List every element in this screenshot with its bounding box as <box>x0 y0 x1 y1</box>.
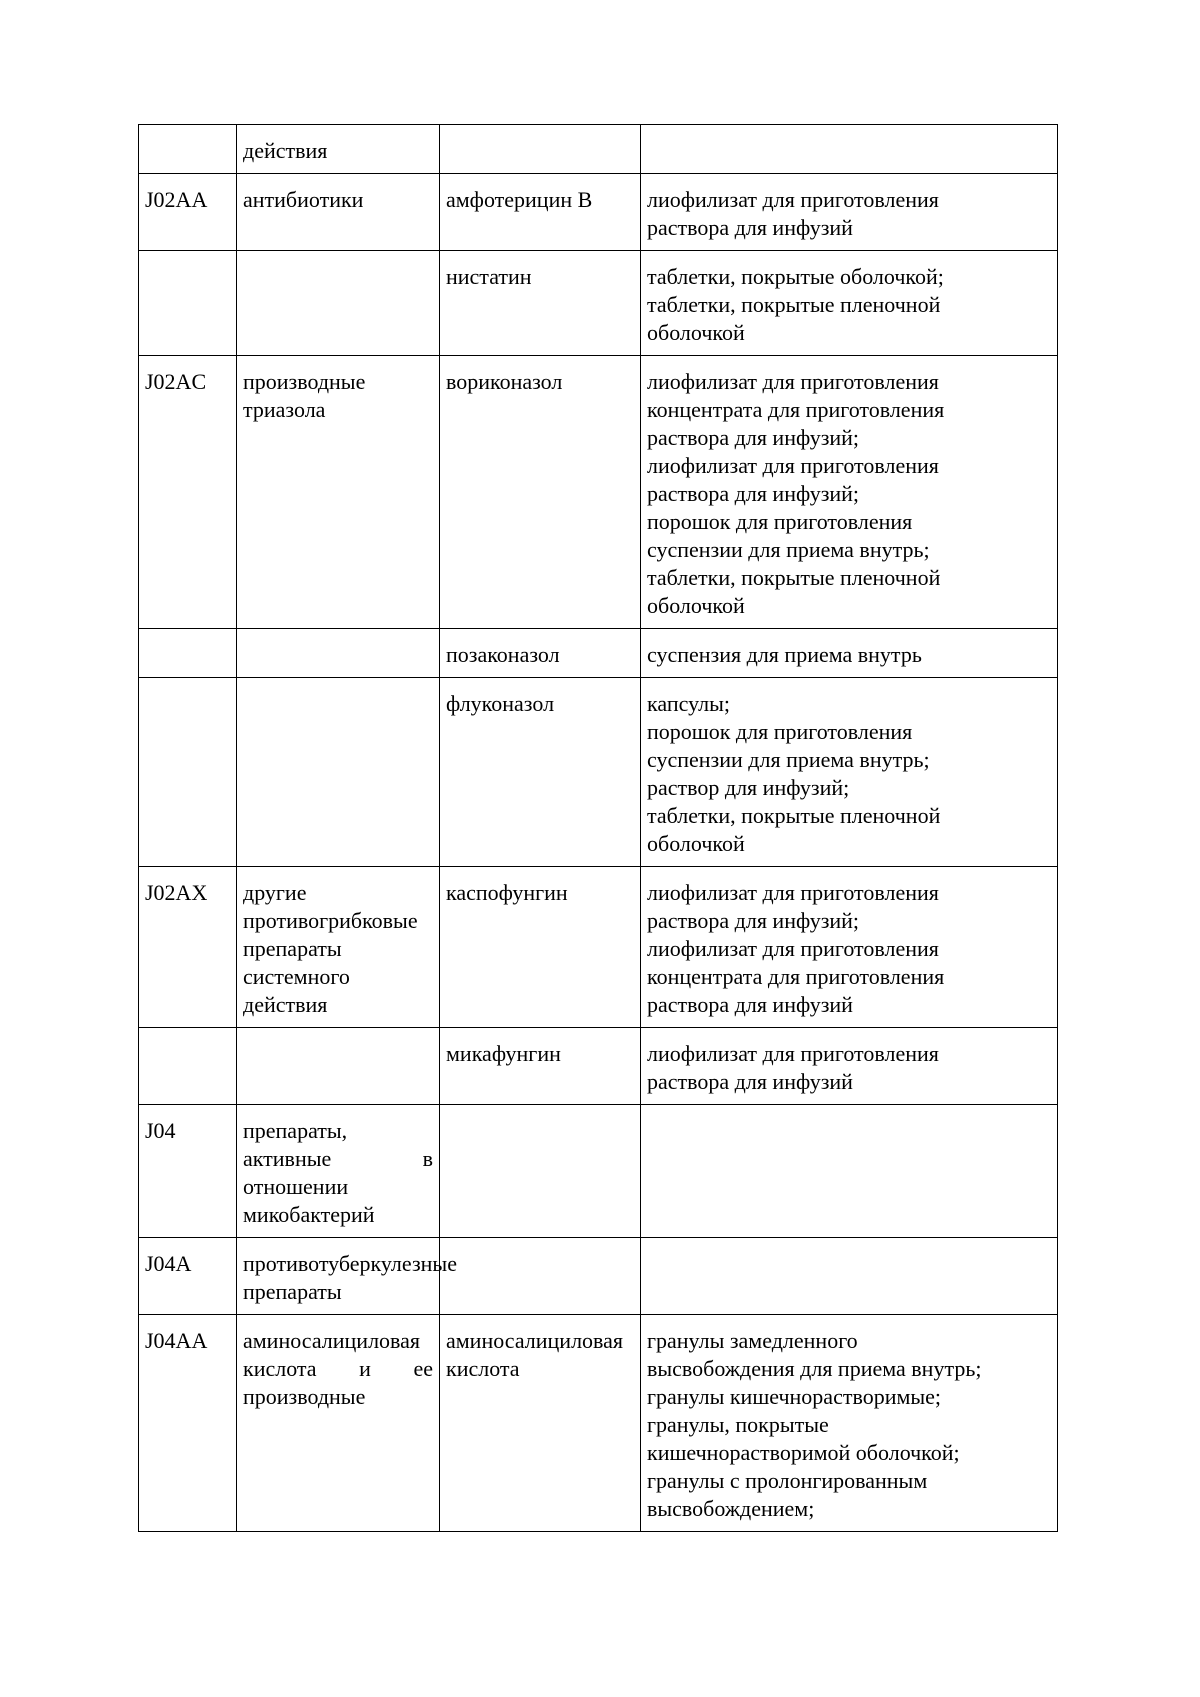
dosage-form-line: кишечнорастворимой оболочкой; <box>647 1440 960 1465</box>
dosage-form-line: раствора для инфузий; <box>647 425 860 450</box>
cell-atc-code: J04AA <box>139 1315 237 1532</box>
table-body <box>139 125 1058 1532</box>
table-row <box>139 629 1058 678</box>
cell-substance <box>440 1105 641 1238</box>
cell-substance: аминосалициловая кислота <box>440 1315 641 1532</box>
table-row <box>139 356 1058 629</box>
cell-atc-code <box>139 125 237 174</box>
table-row <box>139 867 1058 1028</box>
cell-substance <box>440 1238 641 1315</box>
cell-substance <box>440 125 641 174</box>
cell-atc-code: J04 <box>139 1105 237 1238</box>
dosage-form-line: гранулы с пролонгированным <box>647 1468 928 1493</box>
cell-atc-code <box>139 251 237 356</box>
table-row <box>139 1105 1058 1238</box>
cell-atc-code <box>139 1028 237 1105</box>
dosage-form-line: раствор для инфузий; <box>647 775 850 800</box>
table-row <box>139 678 1058 867</box>
dosage-form-line: высвобождением; <box>647 1496 815 1521</box>
cell-atc-code: J02AC <box>139 356 237 629</box>
table-row <box>139 1315 1058 1532</box>
table-row <box>139 1238 1058 1315</box>
cell-substance: каспофунгин <box>440 867 641 1028</box>
dosage-form-line: концентрата для приготовления <box>647 964 945 989</box>
table-row <box>139 174 1058 251</box>
cell-anatomic-group <box>237 678 440 867</box>
dosage-form-line: гранулы кишечнорастворимые; <box>647 1384 942 1409</box>
dosage-form-line: лиофилизат для приготовления <box>647 1041 939 1066</box>
cell-dosage-form <box>641 867 1058 1028</box>
dosage-form-line: суспензии для приема внутрь; <box>647 537 930 562</box>
dosage-form-line: оболочкой <box>647 831 745 856</box>
cell-atc-code <box>139 629 237 678</box>
drug-list-table <box>138 124 1058 1532</box>
cell-dosage-form <box>641 678 1058 867</box>
cell-anatomic-group <box>237 251 440 356</box>
cell-dosage-form <box>641 1315 1058 1532</box>
dosage-form-line: оболочкой <box>647 593 745 618</box>
cell-substance: позаконазол <box>440 629 641 678</box>
cell-dosage-form <box>641 1105 1058 1238</box>
cell-anatomic-group <box>237 629 440 678</box>
dosage-form-line: таблетки, покрытые пленочной <box>647 292 941 317</box>
cell-dosage-form <box>641 629 1058 678</box>
cell-atc-code <box>139 678 237 867</box>
dosage-form-line: таблетки, покрытые оболочкой; <box>647 264 944 289</box>
dosage-form-line: порошок для приготовления <box>647 719 913 744</box>
dosage-form-line: таблетки, покрытые пленочной <box>647 803 941 828</box>
cell-anatomic-group: препараты, активные в отношении микобактерий <box>237 1105 440 1238</box>
cell-anatomic-group: производные триазола <box>237 356 440 629</box>
dosage-form-line: лиофилизат для приготовления <box>647 369 939 394</box>
cell-substance: вориконазол <box>440 356 641 629</box>
cell-anatomic-group: антибиотики <box>237 174 440 251</box>
dosage-form-line: раствора для инфузий <box>647 1069 853 1094</box>
table-row <box>139 251 1058 356</box>
table-row <box>139 1028 1058 1105</box>
cell-atc-code: J04A <box>139 1238 237 1315</box>
dosage-form-line: раствора для инфузий <box>647 215 853 240</box>
dosage-form-line: раствора для инфузий <box>647 992 853 1017</box>
cell-anatomic-group: действия <box>237 125 440 174</box>
dosage-form-line: суспензия для приема внутрь <box>647 642 922 667</box>
dosage-form-line: порошок для приготовления <box>647 509 913 534</box>
cell-substance: нистатин <box>440 251 641 356</box>
cell-atc-code: J02AX <box>139 867 237 1028</box>
cell-dosage-form <box>641 1028 1058 1105</box>
cell-dosage-form <box>641 174 1058 251</box>
dosage-form-line: гранулы, покрытые <box>647 1412 829 1437</box>
dosage-form-line: концентрата для приготовления <box>647 397 945 422</box>
dosage-form-line: раствора для инфузий; <box>647 908 860 933</box>
cell-substance: микафунгин <box>440 1028 641 1105</box>
dosage-form-line: капсулы; <box>647 691 730 716</box>
cell-dosage-form <box>641 125 1058 174</box>
dosage-form-line: лиофилизат для приготовления <box>647 187 939 212</box>
cell-dosage-form <box>641 1238 1058 1315</box>
cell-dosage-form <box>641 251 1058 356</box>
dosage-form-line: раствора для инфузий; <box>647 481 860 506</box>
cell-atc-code: J02AA <box>139 174 237 251</box>
dosage-form-line: лиофилизат для приготовления <box>647 880 939 905</box>
cell-anatomic-group: другие противогрибковые препараты системного действия <box>237 867 440 1028</box>
dosage-form-line: оболочкой <box>647 320 745 345</box>
dosage-form-line: лиофилизат для приготовления <box>647 453 939 478</box>
cell-substance: амфотерицин B <box>440 174 641 251</box>
dosage-form-line: высвобождения для приема внутрь; <box>647 1356 982 1381</box>
dosage-form-line: суспензии для приема внутрь; <box>647 747 930 772</box>
cell-anatomic-group <box>237 1028 440 1105</box>
cell-dosage-form <box>641 356 1058 629</box>
dosage-form-line: гранулы замедленного <box>647 1328 858 1353</box>
cell-anatomic-group: противотуберкулезные препараты <box>237 1238 440 1315</box>
dosage-form-line: лиофилизат для приготовления <box>647 936 939 961</box>
cell-anatomic-group: аминосалициловая кислота и ее производные <box>237 1315 440 1532</box>
cell-substance: флуконазол <box>440 678 641 867</box>
dosage-form-line: таблетки, покрытые пленочной <box>647 565 941 590</box>
table-row <box>139 125 1058 174</box>
